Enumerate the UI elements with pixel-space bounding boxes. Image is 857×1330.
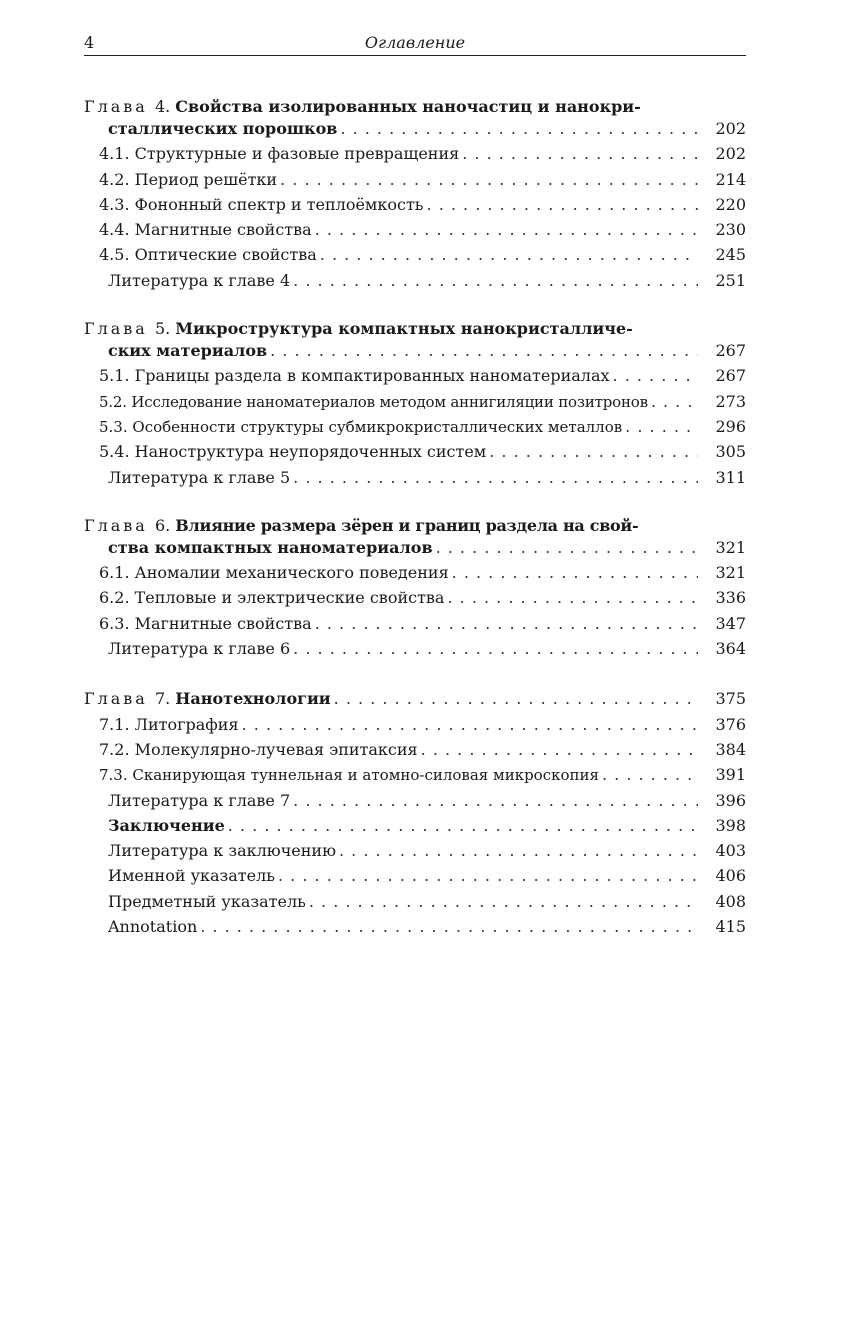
toc-back-matter-entry[interactable] bbox=[84, 889, 746, 914]
page-ref: 273 bbox=[715, 391, 746, 411]
page-ref: 347 bbox=[715, 613, 746, 633]
entry-title: 5.3. Особенности структуры субмикрокристаллических металлов bbox=[99, 417, 623, 436]
chapter-heading[interactable] bbox=[84, 96, 698, 118]
entry-title: Литература к главе 4 bbox=[108, 270, 291, 290]
chapter-heading-label bbox=[84, 686, 331, 711]
chapter-title-line2: сталлических порошков bbox=[108, 119, 338, 138]
leader-dots bbox=[280, 167, 698, 192]
page-ref: 364 bbox=[715, 639, 746, 659]
toc-entry[interactable] bbox=[84, 611, 746, 636]
leader-dots bbox=[602, 762, 698, 787]
leader-dots bbox=[613, 363, 698, 388]
leader-dots bbox=[309, 889, 698, 914]
leader-dots bbox=[293, 465, 698, 490]
entry-title: 5.4. Наноструктура неупорядоченных систем bbox=[99, 442, 487, 462]
running-title: Оглавление bbox=[364, 33, 466, 52]
entry-title: Именной указатель bbox=[108, 866, 275, 886]
entry-title: Annotation bbox=[108, 917, 198, 937]
table-of-contents bbox=[84, 96, 746, 939]
page-ref: 403 bbox=[715, 841, 746, 861]
page-ref: 202 bbox=[715, 119, 746, 138]
leader-dots bbox=[447, 585, 698, 610]
entry-title: 4.4. Магнитные свойства bbox=[99, 220, 312, 240]
chapter-number: 5. bbox=[154, 319, 171, 339]
toc-back-matter-entry[interactable] bbox=[84, 914, 746, 939]
page-ref: 251 bbox=[715, 270, 746, 290]
toc-literature-entry[interactable] bbox=[84, 636, 746, 661]
entry-title: Литература к главе 5 bbox=[108, 467, 291, 487]
leader-dots bbox=[339, 838, 698, 863]
page-ref: 321 bbox=[715, 563, 746, 583]
chapter-heading[interactable] bbox=[84, 686, 746, 711]
toc-entry[interactable] bbox=[84, 439, 746, 464]
page-ref: 408 bbox=[715, 891, 746, 911]
entry-title: 5.1. Границы раздела в компактированных наноматериалах bbox=[99, 366, 610, 386]
toc-entry[interactable] bbox=[84, 389, 746, 414]
page-ref: 396 bbox=[715, 790, 746, 810]
entry-title: 6.3. Магнитные свойства bbox=[99, 613, 312, 633]
leader-dots bbox=[293, 636, 698, 661]
chapter-title-line2: ских материалов bbox=[108, 341, 268, 361]
leader-dots bbox=[340, 116, 698, 141]
entry-title: 4.5. Оптические свойства bbox=[99, 245, 317, 265]
leader-dots bbox=[293, 268, 698, 293]
chapter-title: Нанотехнологии bbox=[175, 689, 331, 709]
page-ref: 398 bbox=[715, 815, 746, 835]
chapter-7 bbox=[84, 686, 746, 939]
leader-dots bbox=[625, 414, 698, 439]
toc-back-matter-entry[interactable] bbox=[84, 838, 746, 863]
entry-title: 4.1. Структурные и фазовые превращения bbox=[99, 144, 460, 164]
toc-entry[interactable] bbox=[84, 141, 746, 166]
page-ref: 230 bbox=[715, 220, 746, 240]
toc-entry[interactable] bbox=[84, 167, 746, 192]
toc-back-matter-entry[interactable] bbox=[84, 863, 746, 888]
chapter-6 bbox=[84, 515, 746, 661]
page-number: 4 bbox=[84, 33, 95, 52]
entry-title: Литература к главе 7 bbox=[108, 790, 291, 810]
toc-entry[interactable] bbox=[84, 737, 746, 762]
entry-title: 5.2. Исследование наноматериалов методом аннигиляции позитронов bbox=[99, 392, 648, 411]
leader-dots bbox=[270, 338, 698, 363]
chapter-number: 6. bbox=[154, 515, 171, 535]
toc-literature-entry[interactable] bbox=[84, 465, 746, 490]
chapter-title-continuation[interactable] bbox=[84, 338, 746, 363]
leader-dots bbox=[228, 813, 698, 838]
chapter-word: Глава bbox=[84, 97, 148, 116]
chapter-5 bbox=[84, 318, 746, 490]
entry-title: Предметный указатель bbox=[108, 891, 306, 911]
page-ref: 220 bbox=[715, 194, 746, 214]
entry-title: Литература к главе 6 bbox=[108, 639, 291, 659]
chapter-title-continuation[interactable] bbox=[84, 116, 746, 141]
leader-dots bbox=[651, 389, 698, 414]
entry-title: 7.2. Молекулярно-лучевая эпитаксия bbox=[99, 739, 418, 759]
chapter-word: Глава bbox=[84, 515, 148, 535]
page-ref: 267 bbox=[715, 341, 746, 361]
leader-dots bbox=[293, 788, 698, 813]
toc-entry[interactable] bbox=[84, 217, 746, 242]
entry-title: 6.2. Тепловые и электрические свойства bbox=[99, 588, 445, 608]
page-ref: 305 bbox=[715, 442, 746, 462]
leader-dots bbox=[315, 611, 698, 636]
leader-dots bbox=[315, 217, 698, 242]
leader-dots bbox=[334, 686, 698, 711]
toc-conclusion-entry[interactable] bbox=[84, 813, 746, 838]
chapter-heading[interactable] bbox=[84, 515, 698, 537]
entry-title: Литература к заключению bbox=[108, 841, 336, 861]
toc-literature-entry[interactable] bbox=[84, 268, 746, 293]
toc-entry[interactable] bbox=[84, 585, 746, 610]
page-ref: 391 bbox=[715, 765, 746, 785]
leader-dots bbox=[436, 535, 698, 560]
chapter-heading[interactable] bbox=[84, 318, 698, 340]
toc-entry[interactable] bbox=[84, 192, 746, 217]
page-ref: 406 bbox=[715, 866, 746, 886]
page-ref: 296 bbox=[715, 416, 746, 436]
leader-dots bbox=[278, 863, 698, 888]
page-ref: 336 bbox=[715, 588, 746, 608]
toc-entry[interactable] bbox=[84, 762, 746, 787]
page-ref: 415 bbox=[715, 917, 746, 937]
toc-entry[interactable] bbox=[84, 242, 746, 267]
leader-dots bbox=[242, 712, 698, 737]
page-ref: 321 bbox=[715, 537, 746, 557]
page-ref: 376 bbox=[715, 714, 746, 734]
entry-title: 6.1. Аномалии механического поведения bbox=[99, 563, 449, 583]
chapter-word: Глава bbox=[84, 689, 148, 709]
page-ref: 202 bbox=[715, 144, 746, 164]
page-ref: 245 bbox=[715, 245, 746, 265]
chapter-title: Микроструктура компактных нанокристалличе- bbox=[175, 319, 633, 339]
page-ref: 214 bbox=[715, 169, 746, 189]
toc-literature-entry[interactable] bbox=[84, 788, 746, 813]
entry-title: 7.3. Сканирующая туннельная и атомно-силовая микроскопия bbox=[99, 766, 599, 785]
entry-title: 4.3. Фононный спектр и теплоёмкость bbox=[99, 194, 424, 214]
chapter-title: Свойства изолированных наночастиц и нанокри- bbox=[175, 97, 641, 116]
page-ref: 311 bbox=[715, 467, 746, 487]
page-ref: 267 bbox=[715, 366, 746, 386]
chapter-number: 7. bbox=[154, 689, 171, 709]
leader-dots bbox=[421, 737, 698, 762]
leader-dots bbox=[320, 242, 698, 267]
toc-entry[interactable] bbox=[84, 712, 746, 737]
running-head bbox=[84, 28, 746, 56]
entry-title: 7.1. Литография bbox=[99, 714, 239, 734]
entry-title: 4.2. Период решётки bbox=[99, 169, 278, 189]
leader-dots bbox=[462, 141, 698, 166]
leader-dots bbox=[427, 192, 698, 217]
toc-entry[interactable] bbox=[84, 414, 746, 439]
leader-dots bbox=[452, 560, 698, 585]
chapter-title-line2: ства компактных наноматериалов bbox=[108, 537, 433, 557]
chapter-word: Глава bbox=[84, 319, 148, 339]
toc-entry[interactable] bbox=[84, 560, 746, 585]
page-ref: 384 bbox=[715, 739, 746, 759]
leader-dots bbox=[200, 914, 698, 939]
leader-dots bbox=[489, 439, 698, 464]
entry-title: Заключение bbox=[108, 815, 225, 835]
chapter-number: 4. bbox=[154, 97, 171, 116]
toc-page bbox=[84, 28, 746, 964]
chapter-4 bbox=[84, 96, 746, 293]
chapter-title-continuation[interactable] bbox=[84, 535, 746, 560]
page-ref: 375 bbox=[715, 689, 746, 709]
chapter-title: Влияние размера зёрен и границ раздела на свой- bbox=[175, 515, 639, 535]
toc-entry[interactable] bbox=[84, 363, 746, 388]
